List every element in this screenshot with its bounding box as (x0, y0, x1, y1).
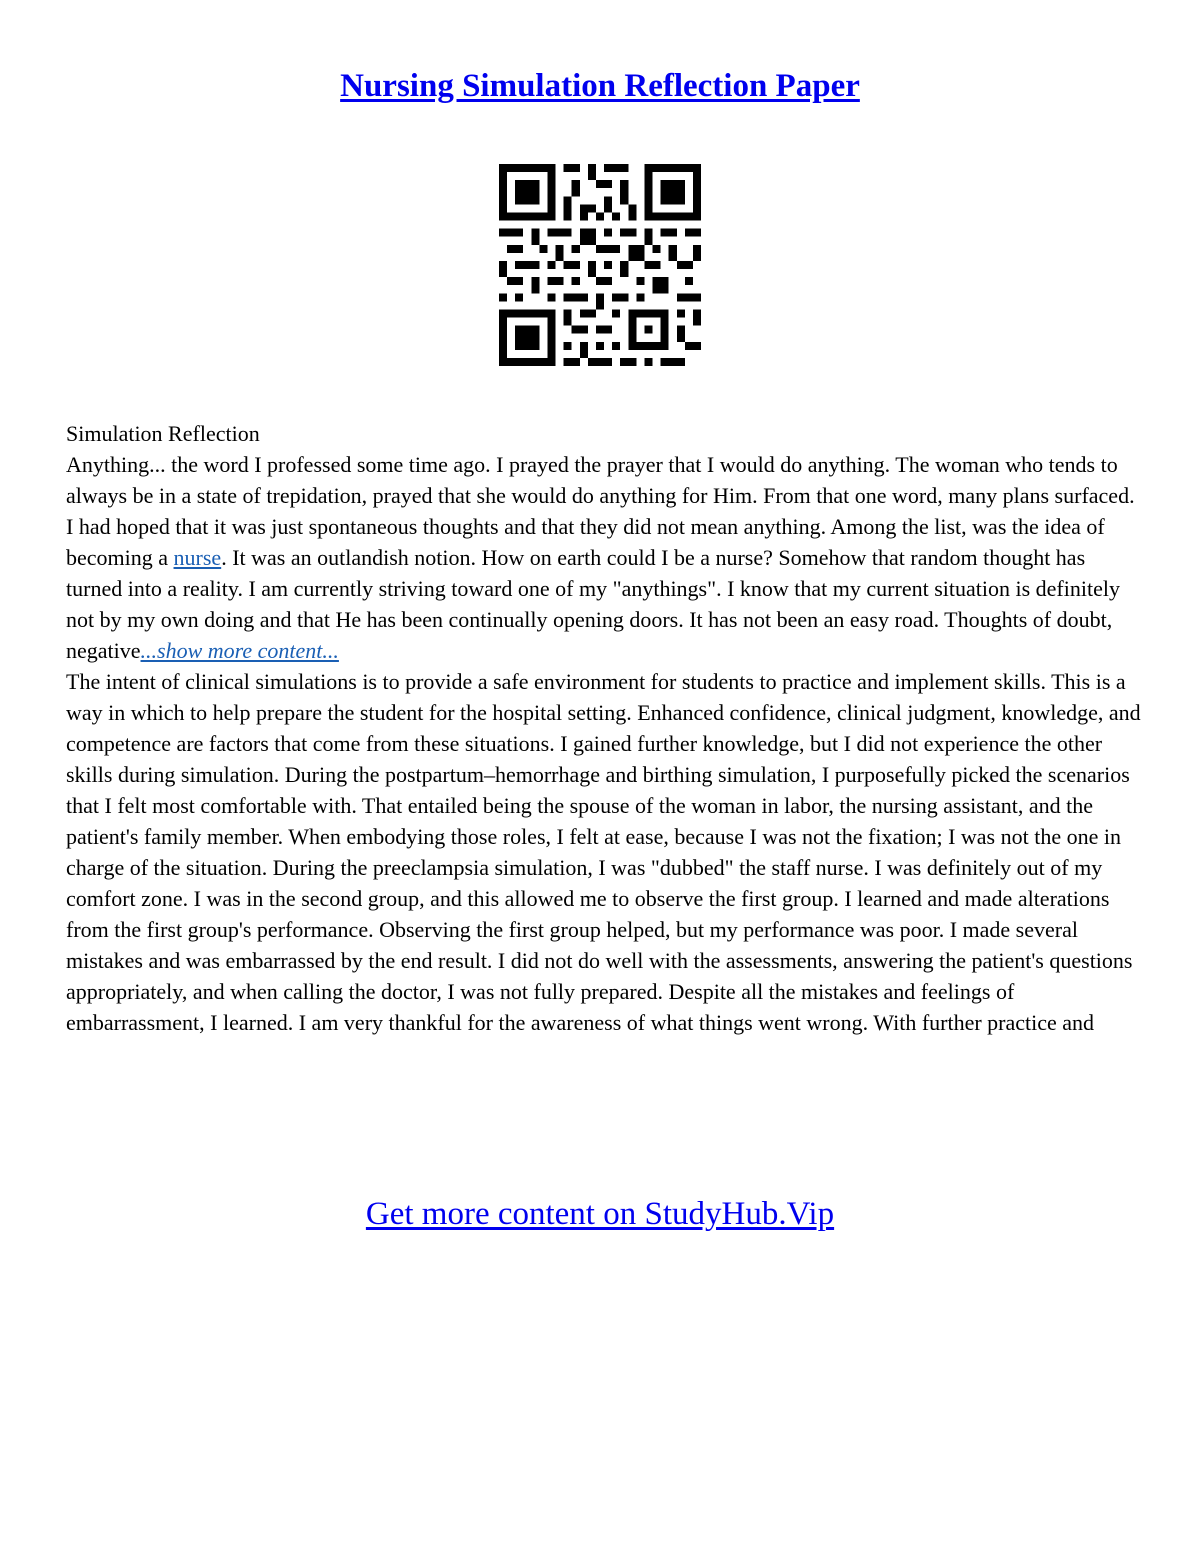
studyhub-link[interactable]: Get more content on StudyHub.Vip (365, 1196, 835, 1232)
document-body (66, 418, 1141, 1038)
qr-code-icon (499, 164, 701, 366)
qr-code-graphic (499, 164, 701, 366)
paragraph-intro-continuation: . It was an outlandish notion. How on earth could I be a nurse? Somehow that random thought has turned into a reality. I am currently striving toward one of my "anythings". I know that my current situation is definitely not by my own doing and that He has been continually opening doors. It has not been an easy road. Thoughts of doubt, negative (66, 545, 1120, 663)
paragraph-body: The intent of clinical simulations is to provide a safe environment for students to practice and implement skills. This is a way in which to help prepare the student for the hospital setting. Enhanced confidence, clinical judgment, knowledge, and competence are factors that come from these situations. I gained further knowledge, but I did not experience the other skills during simulation. During the postpartum–hemorrhage and birthing simulation, I purposefully picked the scenarios that I felt most comfortable with. That entailed being the spouse of the woman in labor, the nursing assistant, and the patient's family member. When embodying those roles, I felt at ease, because I was not the fixation; I was not the one in charge of the situation. During the preeclampsia simulation, I was "dubbed" the staff nurse. I was definitely out of my comfort zone. I was in the second group, and this allowed me to observe the first group. I learned and made alterations from the first group's performance. Observing the first group helped, but my performance was poor. I made several mistakes and was embarrassed by the end result. I did not do well with the assessments, answering the patient's questions appropriately, and when calling the doctor, I was not fully prepared. Despite all the mistakes and feelings of embarrassment, I learned. I am very thankful for the awareness of what things went wrong. With further practice and (66, 669, 1141, 1035)
show-more-link[interactable]: ...show more content... (140, 638, 339, 663)
document-title (0, 62, 1200, 110)
section-heading: Simulation Reflection (66, 421, 260, 446)
title-link[interactable]: Nursing Simulation Reflection Paper (340, 68, 860, 104)
paragraph-intro-text: Anything... the word I professed some time ago. I prayed the prayer that I would do anything. The woman who tends to always be in a state of trepidation, prayed that she would do anything for Him. From that one word, many plans surfaced. I had hoped that it was just spontaneous thoughts and that they did not mean anything. Among the list, was the idea of becoming a (66, 452, 1135, 570)
footer (0, 1192, 1200, 1236)
nurse-link[interactable]: nurse (173, 545, 222, 570)
paragraph-intro (66, 449, 1141, 666)
